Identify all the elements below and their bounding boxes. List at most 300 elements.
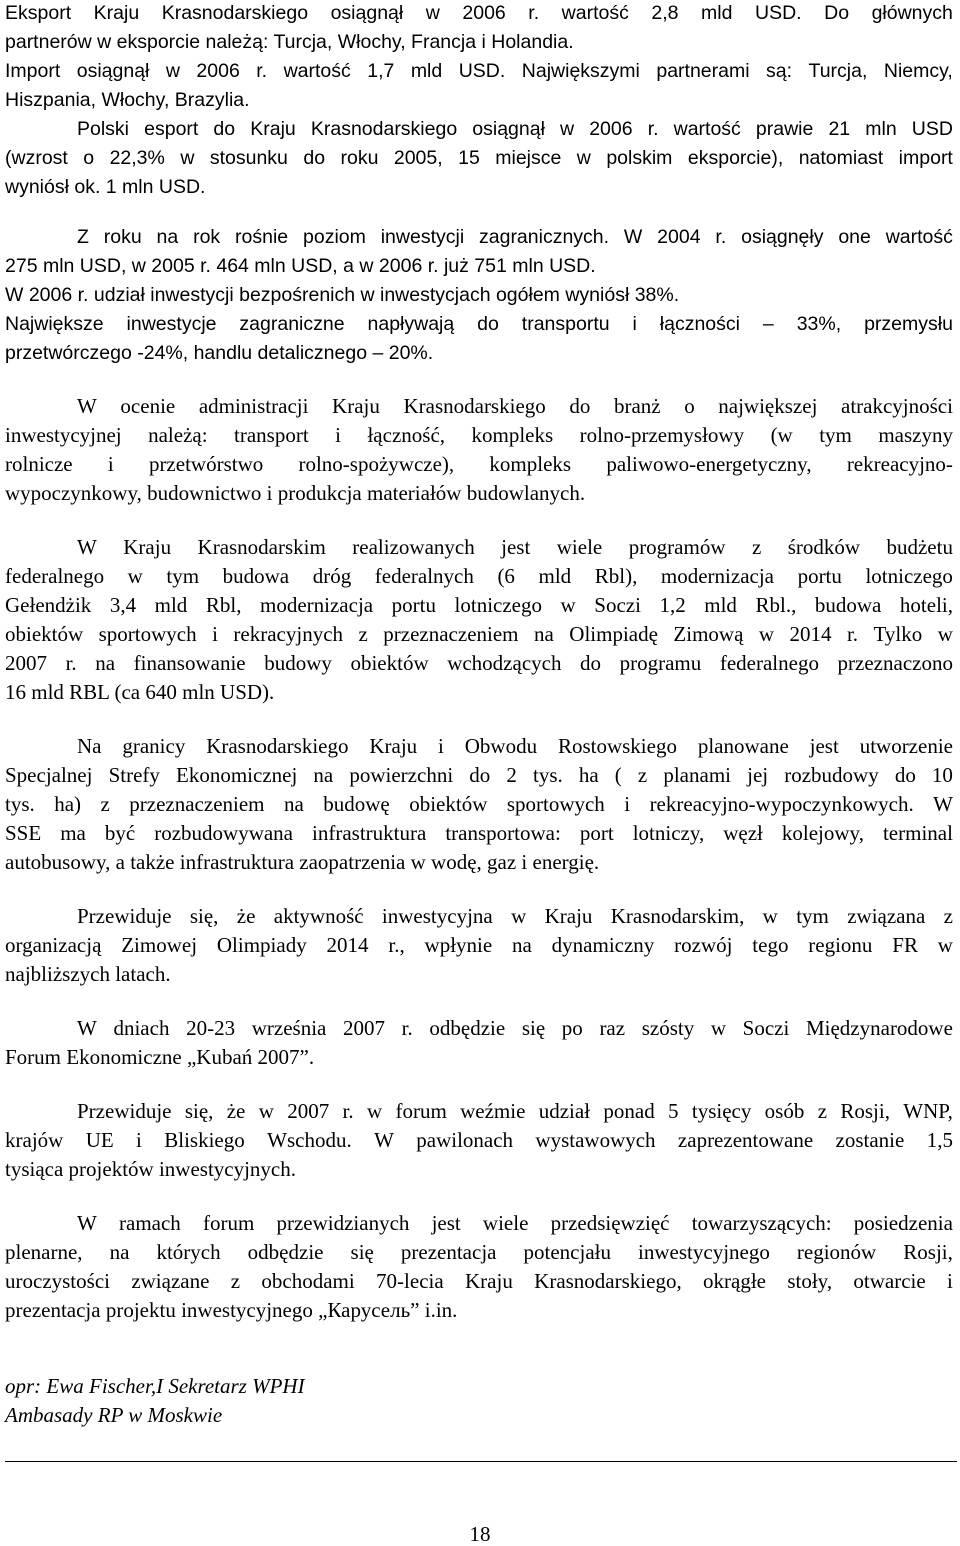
word: Soczi bbox=[594, 593, 641, 617]
word: środków bbox=[787, 535, 861, 559]
word: budowa bbox=[222, 564, 290, 588]
word: hoteli, bbox=[899, 593, 953, 617]
word: i bbox=[947, 1269, 953, 1293]
word: z bbox=[817, 1099, 828, 1123]
word: o bbox=[83, 147, 95, 169]
word: sportowych bbox=[98, 622, 197, 646]
word: granicy bbox=[122, 734, 186, 758]
word: mld bbox=[154, 593, 188, 617]
word: lotniczego bbox=[865, 564, 953, 588]
word: obchodami bbox=[261, 1269, 355, 1293]
word: tys. bbox=[532, 763, 563, 787]
word: osiągnął bbox=[330, 2, 404, 24]
word: 22,3% bbox=[109, 147, 165, 169]
word: rozbudowywana bbox=[154, 821, 294, 845]
text-line: Hiszpania, Włochy, Brazylia. bbox=[5, 89, 250, 111]
word: r. bbox=[401, 1016, 413, 1040]
word: Krasnodarskiego bbox=[403, 394, 546, 418]
word: Do bbox=[824, 2, 850, 24]
word: Krasnodarskiego bbox=[310, 118, 458, 140]
text-line bbox=[5, 1130, 953, 1151]
word: Krasnodarskiego, bbox=[534, 1269, 682, 1293]
word: 1,7 bbox=[367, 60, 395, 82]
paragraph-first-line bbox=[77, 396, 953, 417]
text-line: Forum Ekonomiczne „Kubań 2007”. bbox=[5, 1045, 315, 1069]
word: do bbox=[303, 147, 326, 169]
text-line bbox=[5, 425, 953, 446]
word: modernizacja bbox=[260, 593, 374, 617]
word: r., bbox=[388, 933, 405, 957]
word: Międzynarodowe bbox=[805, 1016, 953, 1040]
word: przeznaczeniem bbox=[383, 622, 519, 646]
word: budowa bbox=[814, 593, 882, 617]
word: stoły, bbox=[787, 1269, 833, 1293]
word: Największe bbox=[5, 313, 104, 335]
word: tego bbox=[752, 933, 789, 957]
word: Krasnodarskim, bbox=[610, 904, 745, 928]
word: że bbox=[236, 904, 256, 928]
word: Kraju bbox=[93, 2, 140, 24]
word: osiągnął bbox=[472, 118, 545, 140]
word: planowane bbox=[697, 734, 789, 758]
word: r. bbox=[65, 651, 77, 675]
word: W bbox=[77, 394, 97, 418]
word: (6 bbox=[497, 564, 515, 588]
word: z bbox=[358, 622, 368, 646]
word: Zimowej bbox=[121, 933, 198, 957]
word: Z bbox=[77, 226, 89, 248]
word: ma bbox=[60, 821, 86, 845]
word: Kraju bbox=[332, 394, 380, 418]
word: paliwowo-energetyczny, bbox=[606, 452, 812, 476]
word: 2,8 bbox=[651, 2, 679, 24]
word: port bbox=[579, 821, 614, 845]
word: infrastruktura bbox=[312, 821, 427, 845]
word: utworzenie bbox=[859, 734, 953, 758]
word: Przewiduje bbox=[77, 1099, 172, 1123]
word: w bbox=[425, 2, 440, 24]
word: 10 bbox=[931, 763, 953, 787]
word: programu bbox=[619, 651, 702, 675]
word: udział bbox=[538, 1099, 591, 1123]
word: przemysłu bbox=[864, 313, 953, 335]
word: w bbox=[127, 564, 143, 588]
word: obiektów bbox=[5, 622, 84, 646]
word: Polski bbox=[77, 118, 130, 140]
word: których bbox=[156, 1240, 221, 1264]
word: rekreacyjno-wypoczynkowych. bbox=[649, 792, 914, 816]
word: rekreacyjno- bbox=[846, 452, 953, 476]
word: mln bbox=[865, 118, 897, 140]
word: być bbox=[104, 821, 136, 845]
word: i bbox=[136, 1128, 142, 1152]
word: partnerami bbox=[656, 60, 750, 82]
word: prawie bbox=[755, 118, 814, 140]
word: federalnego bbox=[719, 651, 819, 675]
word: r. bbox=[846, 622, 859, 646]
word: do bbox=[213, 118, 236, 140]
word: ( bbox=[614, 763, 622, 787]
word: W bbox=[77, 1211, 97, 1235]
word: i bbox=[438, 734, 444, 758]
word: 2006 bbox=[196, 60, 240, 82]
word: mld bbox=[538, 564, 572, 588]
word: dniach bbox=[113, 1016, 170, 1040]
word: federalnego bbox=[5, 564, 105, 588]
text-line bbox=[5, 149, 953, 169]
word: SSE bbox=[5, 821, 42, 845]
word: Obwodu bbox=[464, 734, 538, 758]
word: portu bbox=[391, 593, 436, 617]
word: federalnych bbox=[374, 564, 474, 588]
word: przedsięwzięć bbox=[550, 1211, 670, 1235]
word: programów bbox=[628, 535, 726, 559]
word: Olimpiady bbox=[216, 933, 307, 957]
text-line bbox=[5, 595, 953, 616]
text-line: prezentacja projektu inwestycyjnego „Карусель” i.in. bbox=[5, 1298, 458, 1322]
word: na bbox=[512, 933, 532, 957]
word: 15 bbox=[458, 147, 480, 169]
word: w bbox=[165, 60, 180, 82]
word: transport bbox=[234, 423, 309, 447]
word: Soczi bbox=[742, 1016, 790, 1040]
word: roku bbox=[103, 226, 142, 248]
word: forum bbox=[202, 1211, 255, 1235]
word: szósty bbox=[641, 1016, 695, 1040]
word: Rosji, bbox=[840, 1099, 890, 1123]
text-line bbox=[5, 1271, 953, 1292]
text-line bbox=[5, 1242, 953, 1263]
word: jest bbox=[431, 1211, 461, 1235]
word: należą: bbox=[148, 423, 208, 447]
word: do bbox=[580, 651, 602, 675]
word: stosunku bbox=[209, 147, 288, 169]
word: się bbox=[350, 1240, 374, 1264]
text-line: 16 mld RBL (ca 640 mln USD). bbox=[5, 680, 275, 704]
word: się, bbox=[189, 904, 219, 928]
word: prezentacja bbox=[400, 1240, 497, 1264]
word: osiągnęły bbox=[741, 226, 824, 248]
word: do bbox=[477, 313, 499, 335]
word: 2014 bbox=[326, 933, 369, 957]
word: Zimową bbox=[673, 622, 744, 646]
word: rekracyjnych bbox=[233, 622, 344, 646]
word: r. bbox=[256, 60, 268, 82]
word: łączności bbox=[659, 313, 740, 335]
word: wartość bbox=[885, 226, 953, 248]
word: wiele bbox=[556, 535, 603, 559]
word: mld bbox=[704, 593, 737, 617]
word: odbędzie bbox=[247, 1240, 324, 1264]
word: w bbox=[180, 147, 195, 169]
word: 33%, bbox=[796, 313, 842, 335]
text-line: W 2006 r. udział inwestycji bezpośrenich w inwestycjach ogółem wyniósł 38%. bbox=[5, 284, 680, 306]
word: Tylko bbox=[873, 622, 923, 646]
word: związana bbox=[847, 904, 926, 928]
word: odbędzie bbox=[429, 1016, 506, 1040]
word: r. bbox=[342, 1099, 354, 1123]
word: wartość bbox=[283, 60, 351, 82]
word: Największymi bbox=[521, 60, 640, 82]
word: do bbox=[569, 394, 591, 418]
word: tym bbox=[166, 564, 200, 588]
word: w bbox=[937, 622, 953, 646]
text-line bbox=[5, 624, 953, 645]
word: w bbox=[258, 1099, 274, 1123]
word: Kraju bbox=[465, 1269, 513, 1293]
word: 2007 bbox=[287, 1099, 330, 1123]
word: forum bbox=[395, 1099, 447, 1123]
word: wchodzących bbox=[447, 651, 562, 675]
word: największej bbox=[718, 394, 818, 418]
word: mld bbox=[701, 2, 733, 24]
word: posiedzenia bbox=[853, 1211, 953, 1235]
word: planami bbox=[663, 763, 731, 787]
word: administracji bbox=[198, 394, 309, 418]
word: Rbl., bbox=[755, 593, 797, 617]
word: w bbox=[366, 1099, 383, 1123]
word: inwestycyjna bbox=[381, 904, 493, 928]
paragraph-first-line bbox=[77, 1213, 953, 1234]
word: tysięcy bbox=[691, 1099, 752, 1123]
word: jest bbox=[809, 734, 839, 758]
word: Krasnodarskiego bbox=[161, 2, 309, 24]
word: na bbox=[109, 1240, 130, 1264]
word: wystawowych bbox=[535, 1128, 656, 1152]
word: rolno-spożywcze), bbox=[298, 452, 455, 476]
word: z bbox=[230, 1269, 241, 1293]
word: Rbl, bbox=[205, 593, 242, 617]
word: zaprezentowane bbox=[677, 1128, 814, 1152]
word: 2 bbox=[506, 763, 517, 787]
word: do bbox=[469, 763, 491, 787]
word: dróg bbox=[312, 564, 352, 588]
word: sportowych bbox=[506, 792, 605, 816]
word: organizacją bbox=[5, 933, 102, 957]
word: USD. bbox=[754, 2, 802, 24]
word: się, bbox=[184, 1099, 214, 1123]
word: esport bbox=[144, 118, 199, 140]
word: Kraju bbox=[369, 734, 418, 758]
word: z bbox=[943, 904, 953, 928]
word: W bbox=[77, 535, 97, 559]
word: 2005, bbox=[393, 147, 443, 169]
text-line bbox=[5, 794, 953, 815]
word: do bbox=[894, 763, 916, 787]
word: one bbox=[838, 226, 871, 248]
word: obiektów bbox=[409, 792, 488, 816]
word: jej bbox=[747, 763, 769, 787]
word: portu bbox=[797, 564, 842, 588]
word: regionów bbox=[796, 1240, 877, 1264]
word: Na bbox=[77, 734, 102, 758]
word: W bbox=[623, 226, 643, 248]
word: rozbudowy bbox=[784, 763, 879, 787]
text-line: przetwórczego -24%, handlu detalicznego – 20%. bbox=[5, 342, 434, 364]
word: 70-lecia bbox=[376, 1269, 444, 1293]
word: rozwój bbox=[674, 933, 733, 957]
word: Rosji, bbox=[903, 1240, 953, 1264]
word: modernizacja bbox=[660, 564, 774, 588]
word: FR bbox=[892, 933, 918, 957]
word: że bbox=[226, 1099, 246, 1123]
word: inwestycji bbox=[380, 226, 465, 248]
word: na bbox=[95, 651, 116, 675]
word: i bbox=[632, 313, 637, 335]
word: rośnie bbox=[235, 226, 289, 248]
word: i bbox=[107, 452, 114, 476]
word: Bliskiego bbox=[164, 1128, 245, 1152]
word: w bbox=[511, 904, 527, 928]
word: budowę bbox=[323, 792, 390, 816]
word: tym bbox=[796, 904, 829, 928]
text-line: autobusowy, a także infrastruktura zaopatrzenia w wodę, gaz i energię. bbox=[5, 850, 600, 874]
word: się bbox=[521, 1016, 546, 1040]
word: 2014 bbox=[789, 622, 832, 646]
word: zagraniczne bbox=[239, 313, 345, 335]
paragraph-first-line bbox=[77, 537, 953, 558]
word: są: bbox=[766, 60, 793, 82]
word: osiągnął bbox=[76, 60, 150, 82]
word: 2007 bbox=[5, 651, 47, 675]
word: Rostowskiego bbox=[557, 734, 677, 758]
word: towarzyszących: bbox=[691, 1211, 832, 1235]
word: W bbox=[374, 1128, 394, 1152]
word: USD. bbox=[458, 60, 506, 82]
word: węzł bbox=[723, 821, 763, 845]
word: Kraju bbox=[123, 535, 172, 559]
word: (wzrost bbox=[5, 147, 68, 169]
word: transportu bbox=[521, 313, 610, 335]
word: 2006 bbox=[589, 118, 633, 140]
word: inwestycyjnej bbox=[5, 423, 122, 447]
word: wiele bbox=[482, 1211, 529, 1235]
text-line bbox=[5, 62, 953, 82]
word: wpłynie bbox=[424, 933, 493, 957]
word: przetwórstwo bbox=[148, 452, 264, 476]
word: maszyny bbox=[878, 423, 953, 447]
word: przewidzianych bbox=[276, 1211, 410, 1235]
word: regionu bbox=[808, 933, 873, 957]
word: raz bbox=[599, 1016, 626, 1040]
word: Kraju bbox=[250, 118, 296, 140]
word: ponad bbox=[603, 1099, 655, 1123]
word: polskim bbox=[606, 147, 673, 169]
text-line: wyniósł ok. 1 mln USD. bbox=[5, 176, 206, 198]
word: przeznaczeniem bbox=[129, 792, 265, 816]
text-line: najbliższych latach. bbox=[5, 962, 171, 986]
word: weźmie bbox=[460, 1099, 526, 1123]
word: kolejowy, bbox=[781, 821, 864, 845]
paragraph-first-line bbox=[77, 1101, 953, 1122]
word: 2004 bbox=[657, 226, 701, 248]
word: – bbox=[762, 313, 774, 335]
text-line: 275 mln USD, w 2005 r. 464 mln USD, a w 2006 r. już 751 mln USD. bbox=[5, 255, 596, 277]
text-line bbox=[5, 935, 953, 956]
word: miejsce bbox=[495, 147, 562, 169]
word: 2007 bbox=[343, 1016, 386, 1040]
word: inwestycyjnego bbox=[638, 1240, 770, 1264]
word: Rbl), bbox=[594, 564, 638, 588]
word: finansowanie bbox=[133, 651, 246, 675]
word: 3,4 bbox=[109, 593, 137, 617]
text-line: tysiąca projektów inwestycyjnych. bbox=[5, 1157, 297, 1181]
word: Turcja, bbox=[808, 60, 868, 82]
word: tym bbox=[819, 423, 852, 447]
word: osób bbox=[764, 1099, 805, 1123]
signature-author: opr: Ewa Fischer,I Sekretarz WPHI bbox=[5, 1374, 305, 1398]
word: UE bbox=[85, 1128, 114, 1152]
word: wartość bbox=[673, 118, 741, 140]
word: kompleks bbox=[489, 452, 572, 476]
word: Kraju bbox=[544, 904, 593, 928]
word: 21 bbox=[828, 118, 851, 140]
word: po bbox=[561, 1016, 583, 1040]
word: rok bbox=[193, 226, 221, 248]
word: W bbox=[933, 792, 953, 816]
word: Strefy bbox=[108, 763, 160, 787]
word: dynamiczny bbox=[551, 933, 655, 957]
footer-divider bbox=[5, 1461, 957, 1462]
word: Gełendżik bbox=[5, 593, 92, 617]
word: 1,5 bbox=[926, 1128, 953, 1152]
word: lotniczy, bbox=[632, 821, 705, 845]
word: (w bbox=[770, 423, 793, 447]
text-line bbox=[5, 566, 953, 587]
word: 2006 bbox=[462, 2, 506, 24]
word: jest bbox=[501, 535, 531, 559]
word: głównych bbox=[871, 2, 953, 24]
word: branż bbox=[613, 394, 661, 418]
word: o bbox=[684, 394, 695, 418]
text-line bbox=[5, 4, 953, 24]
word: aktywność bbox=[273, 904, 364, 928]
word: atrakcyjności bbox=[841, 394, 953, 418]
word: w bbox=[937, 933, 953, 957]
text-line: wypoczynkowy, budownictwo i produkcja materiałów budowlanych. bbox=[5, 481, 586, 505]
word: transportowa: bbox=[445, 821, 561, 845]
signature-institution: Ambasady RP w Moskwie bbox=[5, 1403, 223, 1427]
paragraph-first-line bbox=[77, 736, 953, 757]
word: ha bbox=[578, 763, 599, 787]
word: w bbox=[758, 622, 775, 646]
word: poziom bbox=[303, 226, 366, 248]
word: potencjału bbox=[523, 1240, 611, 1264]
word: W bbox=[77, 1016, 97, 1040]
word: realizowanych bbox=[352, 535, 475, 559]
word: r. bbox=[647, 118, 659, 140]
text-line bbox=[5, 653, 953, 674]
word: z bbox=[751, 535, 762, 559]
word: Krasnodarskim bbox=[197, 535, 326, 559]
paragraph-first-line bbox=[77, 1018, 953, 1039]
word: na bbox=[313, 763, 334, 787]
word: ramach bbox=[119, 1211, 181, 1235]
word: 20-23 bbox=[186, 1016, 236, 1040]
word: Niemcy, bbox=[883, 60, 953, 82]
word: r. bbox=[528, 2, 540, 24]
word: natomiast bbox=[798, 147, 884, 169]
word: napływają bbox=[367, 313, 455, 335]
word: w bbox=[710, 1016, 727, 1040]
word: uroczystości bbox=[5, 1269, 110, 1293]
word: obiektów bbox=[350, 651, 429, 675]
page-number: 18 bbox=[469, 1522, 491, 1546]
word: pawilonach bbox=[416, 1128, 514, 1152]
word: Ekonomicznej bbox=[176, 763, 298, 787]
text-line bbox=[5, 454, 953, 475]
word: krajów bbox=[5, 1128, 64, 1152]
